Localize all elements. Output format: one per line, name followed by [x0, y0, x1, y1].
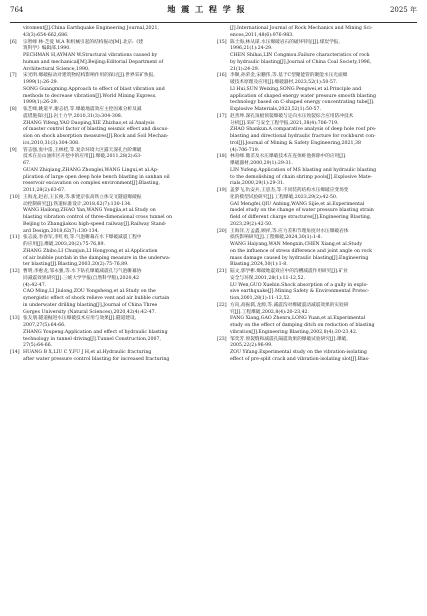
reference-line: Blasting,2024,30(1):1-8. — [230, 262, 288, 268]
reference-line: trol[J].Journal of Mining & Safety Engineering,2021,38 — [230, 140, 361, 146]
reference-text — [23, 269, 210, 289]
reference-entry — [10, 350, 210, 364]
reference-line: effect of pre-split crack and vibration-isolating slot[J].Blas- — [230, 356, 370, 362]
reference-text — [23, 208, 210, 235]
reference-line: Explosive Materials,2023,52(1):50-57. — [230, 107, 321, 112]
reference-entry — [217, 40, 417, 54]
reference-line: 安全与环保,2001,28(1):11-12,52. — [230, 275, 305, 281]
reference-text — [23, 87, 210, 107]
reference-text — [230, 269, 417, 283]
reference-text — [23, 316, 210, 330]
reference-number — [217, 350, 230, 364]
reference-line: ZHANG Yifeng,YAO Daoping,XIE Zhizhao,et al.Analysis — [23, 120, 155, 126]
reference-line: (4):42-47. — [23, 282, 47, 288]
reference-text — [230, 26, 417, 40]
reference-line: 1999(1):26-29. — [23, 100, 59, 106]
reference-line: methods to decrease vibration[J].World Mining Express, — [23, 93, 157, 99]
reference-entry — [217, 269, 417, 283]
reference-entry — [10, 26, 210, 40]
reference-line: GUAN Zhiqiang,ZHANG Zhonglei,WANG Lingui,et al.Ap- — [23, 167, 159, 173]
reference-line: tion,2001,28(1):11-12,52. — [230, 296, 291, 301]
reference-number: [11] — [10, 235, 20, 241]
reference-number — [217, 202, 230, 229]
reference-line: 陈士海,林从谋.水压爆破岩石的破坏特征[J].煤炭学报, — [230, 39, 340, 45]
reference-text — [230, 127, 417, 154]
reference-line: 张志波,李春军,李红勇,等.气泡帷幕在水下爆破减震工程中 — [23, 235, 142, 241]
reference-entry — [217, 26, 417, 40]
reference-line: 同减震效果研究[J].三峡大学学报(自然科学版),2020,42 — [23, 275, 139, 281]
reference-text — [23, 148, 210, 168]
page-number: 764 — [10, 6, 24, 14]
reference-entry — [217, 229, 417, 243]
reference-text — [230, 337, 417, 351]
reference-line: ter blasting[J].Blasting,2003,20(2):75-76,89. — [23, 262, 129, 268]
reference-text — [23, 235, 210, 249]
left-column — [10, 26, 210, 364]
reference-entry — [10, 249, 210, 269]
reference-line: 曹明,李惠龙,邹永强,等.水下钻孔爆破减震孔与气泡帷幕协 — [23, 269, 142, 274]
reference-line: by hydraulic blasting[J].Journal of China Coal Society,1996, — [230, 59, 372, 65]
reference-number — [217, 242, 230, 269]
reference-line: GAI Mengfei,QIU Anbing,WANG Sijie,et al.Experimental — [230, 201, 365, 207]
reference-text — [23, 107, 210, 121]
reference-line: 筑科学》编辑部,1990. — [23, 46, 71, 52]
reference-entry — [217, 154, 417, 168]
reference-line: of master control factor of blasting seismic effect and discus- — [23, 127, 169, 133]
reference-number — [217, 316, 230, 336]
reference-line: Gorges University (Natural Sciences),2020,42(4):42-47. — [23, 309, 157, 315]
references-columns — [10, 26, 417, 364]
reference-text — [23, 53, 210, 73]
reference-number: [14] — [10, 350, 20, 355]
journal-title: 地 震 工 程 学 报 — [167, 4, 247, 14]
reference-entry — [217, 283, 417, 303]
reference-number — [217, 26, 230, 40]
reference-text — [23, 330, 210, 350]
reference-text — [23, 121, 210, 148]
reference-line: 究[J].工程爆破,2002,8(4):20-23,42. — [230, 309, 310, 315]
reference-line: 分析[J].采矿与安全工程学报,2021,38(4):706-719. — [230, 120, 339, 126]
reference-line: of air bubble purdah in the damping measure in the underwa- — [23, 255, 171, 261]
reference-number: [6] — [10, 39, 17, 45]
reference-entry — [10, 87, 210, 107]
reference-line: 王海龙,赵岩,王长俊,等.新建京张高铁立体交叉隧道爆破振 — [23, 194, 142, 200]
reference-line: 的应用[J].爆破,2003,20(2):75-76,89. — [23, 242, 106, 247]
reference-line: technology in tunnel driving[J].Tunnel Construction,2007, — [23, 336, 161, 342]
reference-line: ences,2011,48(6):976-983. — [230, 32, 294, 38]
reference-number — [10, 53, 23, 73]
reference-entry — [10, 208, 210, 235]
reference-text — [23, 73, 210, 87]
reference-line: ard Design,2018,62(7):130-134. — [23, 228, 100, 234]
reference-line: mass damage caused by hydraulic blasting[J].Engineering — [230, 255, 369, 261]
reference-text — [23, 350, 210, 364]
reference-number — [217, 53, 230, 73]
reference-number — [10, 249, 23, 269]
reference-text — [230, 40, 417, 54]
reference-entry — [10, 107, 210, 121]
reference-number — [10, 330, 23, 350]
reference-line: 1999(1):26-29. — [23, 80, 59, 85]
reference-number: [9] — [10, 147, 17, 153]
reference-line: Architectural Science,1990. — [23, 66, 90, 72]
reference-entry — [10, 235, 210, 249]
reference-text — [23, 249, 210, 269]
reference-line: sive earthquake[J].Mining Safety & Environmental Protec- — [230, 289, 370, 295]
reference-line: 张艺峰,姚道平,谢志招,等.爆破地震效应主控因素分析及减 — [23, 107, 142, 112]
reference-line: ZOU Yifang.Experimental study on the vibration-isolating — [230, 350, 367, 355]
reference-line: vibration[J].Engineering Blasting,2002,8(4):20-23,42. — [230, 329, 358, 335]
reference-text — [23, 195, 210, 209]
reference-line: 化的模型试验研究[J].工程爆破,2023,29(2):42-50. — [230, 194, 338, 200]
reference-number: [18] — [217, 154, 227, 160]
reference-number: [8] — [10, 107, 17, 112]
reference-line: [J].International Journal of Rock Mechanics and Mining Sci- — [230, 26, 373, 31]
reference-text — [23, 40, 210, 54]
reference-entry — [217, 53, 417, 73]
reference-text — [230, 73, 417, 87]
reference-entry — [10, 148, 210, 168]
reference-line: 王海洋,万孟鑫,顾祥,等.应力差和节理角度对水压爆破岩体 — [230, 228, 349, 234]
reference-line: 陆文,郭学彬.爆破地震效应中的沟槽减震作用研究[J].矿业 — [230, 269, 348, 274]
reference-line: blasting and directional hydraulic fracture for rockburst con- — [230, 134, 376, 139]
reference-line: 管志强,张中雷,王林桂,等.复杂环境大区露天深孔台阶爆破 — [23, 147, 142, 153]
reference-line: WANG Hailong,ZHAO Yan,WANG Yongjia,et al.Study on — [23, 208, 156, 214]
reference-line: CHEN Shihai,LIN Congmou.Failure characteristics of rock — [230, 53, 370, 58]
reference-number: [21] — [217, 269, 227, 274]
reference-line: 21(1):24-29. — [230, 66, 260, 72]
reference-line: 2007,27(5):64-66. — [23, 323, 66, 328]
reference-line: 赵善坤.深孔顶板预裂爆破与定向水压致裂综合应用防冲技术 — [230, 113, 354, 119]
reference-line: 损伤影响研究[J].工程爆破,2024,30(1):1-8. — [230, 235, 323, 241]
reference-line: 方向,高振儒,龙源,等.减震沟对爆破震动减震效果的实验研 — [230, 302, 349, 308]
reference-line: CAO Ming,LI Jiulong,ZOU Yongsheng,et al.Study on the — [23, 289, 156, 295]
reference-line: 盖梦飞,仇安兵,王思杰,等.不同装药结构水压爆破应变场变 — [230, 188, 349, 193]
reference-text — [230, 350, 417, 364]
reference-line: LU Wen,GUO Xuebin.Shock absorption of a gully in explo- — [230, 282, 368, 288]
year-volume: 2025 年 — [389, 6, 417, 14]
reference-number: [23] — [217, 336, 227, 342]
reference-number — [10, 87, 23, 107]
reference-line: FANG Xiang,GAO Zhenru,LONG Yuan,et al.Experimental — [230, 316, 366, 322]
reference-text — [23, 168, 210, 195]
reference-line: 宋光明.爆破振动对建筑物结构影响作用的探讨[J].世界采矿快报, — [23, 73, 155, 79]
reference-line: 震措施探讨[J].岩土力学,2010,31(3):304-308. — [23, 113, 123, 119]
reference-number: [19] — [217, 188, 227, 193]
reference-line: 67. — [23, 161, 31, 166]
reference-line: ics,2010,31(3):304-308. — [23, 140, 80, 146]
reference-line: 张友朋.隧道掘进水压爆破技术应用与效果[J].隧道建设, — [23, 316, 137, 322]
reference-entry — [217, 127, 417, 154]
reference-line: 林育峰.微差及水压爆破技术在连体虾池拆除中的应用[J]. — [230, 154, 347, 160]
reference-line: ZHAO Shankun.A comparative analysis of deep hole roof pre- — [230, 127, 377, 133]
reference-line: PECHMAN H,AYMAN W.Structural vibrations caused by — [23, 53, 158, 58]
reference-entry — [217, 316, 417, 336]
reference-line: to the demolishing of chain shrimp pools[J].Explosive Mate- — [230, 174, 373, 180]
reference-entry — [217, 114, 417, 128]
reference-number — [10, 121, 23, 148]
reference-line: 宗智峰 林·芝爱 W,A 和机械引起的结构振动[M].北京:《建 — [23, 39, 144, 45]
reference-line: LIN Yufeng.Application of MS blasting and hydraulic blasting — [230, 167, 377, 173]
reference-number: [17] — [217, 113, 227, 119]
reference-number: [7] — [10, 73, 17, 79]
reference-text — [230, 87, 417, 114]
reference-line: viroment[J].China Earthquake Engineering Journal,2021, — [23, 26, 159, 31]
reference-entry — [10, 269, 210, 289]
right-column — [217, 26, 417, 364]
reference-number — [10, 26, 23, 40]
reference-entry — [217, 73, 417, 87]
reference-entry — [217, 188, 417, 202]
reference-entry — [217, 202, 417, 229]
reference-line: application of shaped energy water pressure smooth blasting — [230, 93, 376, 99]
reference-line: 动控制研究[J].铁道标准设计,2018,62(7):130-134. — [23, 201, 132, 207]
reference-line: 李顺,孙荣金,宋鹏伟,等.基于C型聚能管的聚能水压光面爆 — [230, 73, 348, 79]
reference-line: technology based on C-shaped energy concentrating tube[J]. — [230, 100, 375, 106]
reference-text — [230, 53, 417, 73]
reference-number — [217, 127, 230, 154]
reference-line: Beijing to Zhangjiakou high-speed railway[J].Railway Stand- — [23, 221, 167, 227]
reference-entry — [10, 121, 210, 148]
reference-line: on the influence of stress difference and joint angle on rock — [230, 248, 372, 254]
reference-entry — [10, 195, 210, 209]
reference-entry — [217, 87, 417, 114]
reference-entry — [10, 40, 210, 54]
reference-line: 邹奕芳.预裂缝和减震孔隔震效果的爆破试验研究[J].爆破, — [230, 336, 348, 342]
reference-text — [230, 154, 417, 168]
reference-number: [13] — [10, 316, 20, 322]
reference-entry — [10, 168, 210, 195]
reference-line: field of different charge structures[J].Engineering Blasting, — [230, 215, 372, 220]
reference-line: 2011,28(2):63-67. — [23, 188, 66, 193]
reference-entry — [10, 73, 210, 87]
reference-number: [10] — [10, 194, 20, 200]
reference-text — [23, 26, 210, 40]
reference-entry — [217, 303, 417, 317]
reference-text — [230, 114, 417, 128]
reference-number: [22] — [217, 302, 227, 308]
reference-entry — [10, 330, 210, 350]
reference-line: SONG Guangming.Approach to effect of blast vibration and — [23, 86, 165, 92]
reference-line: 2005,22(2):96-99. — [230, 343, 273, 349]
reference-line: ZHANG Zhibo,LI Chunjun,LI Hongyong,et al.Application — [23, 248, 158, 254]
reference-line: study on the effect of damping ditch on reduction of blasting — [230, 323, 375, 328]
reference-number: [20] — [217, 228, 227, 234]
reference-line: 2023,29(2):42-50. — [230, 221, 273, 227]
reference-entry — [217, 337, 417, 351]
reference-line: in underwater drilling blasting[J].Journal of China Three — [23, 302, 158, 308]
reference-line: HUANG B X,LIU C Y,FU J H,et al.Hydraulic fracturing — [23, 350, 152, 355]
reference-number — [217, 168, 230, 188]
reference-line: LI Hui,SUN Weixing,SONG Pengwei,et al.Principle and — [230, 86, 362, 92]
reference-line: model study on the change of water pressure blasting strain — [230, 208, 374, 214]
reference-line: reservoir excavation on complex environment[J].Blasting, — [23, 181, 160, 187]
reference-entry — [217, 350, 417, 364]
reference-line: rials,2000,29(1):29-31. — [230, 181, 285, 187]
reference-line: human and mechanical[M].Beijing:Editorial Department of — [23, 59, 164, 65]
reference-number — [217, 283, 230, 303]
reference-text — [230, 229, 417, 243]
reference-text — [230, 316, 417, 336]
reference-line: 43(3):654-662,686. — [23, 32, 69, 38]
reference-line: 爆破器材,2000,29(1):29-31. — [230, 161, 293, 166]
reference-entry — [217, 242, 417, 269]
reference-number — [10, 168, 23, 195]
reference-line: 破技术原理及应用[J].爆破器材,2023,52(1):50-57. — [230, 80, 338, 85]
reference-text — [230, 283, 417, 303]
reference-line: blasting vibration control of three-dimensional cross tunnel on — [23, 215, 173, 220]
reference-text — [230, 202, 417, 229]
reference-entry — [10, 289, 210, 316]
reference-entry — [10, 316, 210, 330]
reference-entry — [217, 168, 417, 188]
reference-text — [230, 188, 417, 202]
reference-text — [230, 242, 417, 269]
reference-line: WANG Haiyang,WAN Mengxin,CHEN Xiang,et al.Study — [230, 242, 362, 247]
reference-line: synergistic effect of shock relieve vent and air bubble curtain — [23, 296, 170, 301]
reference-text — [230, 303, 417, 317]
reference-text — [23, 289, 210, 316]
reference-line: ZHANG Youpeng.Application and effect of hydraulic blasting — [23, 329, 168, 335]
reference-text — [230, 168, 417, 188]
reference-number: [12] — [10, 269, 20, 274]
reference-entry — [10, 53, 210, 73]
reference-line: 1996,21(1):24-29. — [230, 46, 273, 52]
reference-number: [15] — [217, 39, 227, 45]
reference-line: (4):706-719. — [230, 147, 260, 153]
page-header — [10, 4, 417, 23]
reference-number: [16] — [217, 73, 227, 79]
reference-line: after water pressure control blasting for increased fracturing — [23, 356, 170, 362]
reference-number — [10, 208, 23, 235]
reference-line: sion on shock absorption measures[J].Rock and Soil Mechan- — [23, 134, 169, 139]
reference-line: 27(5):64-66. — [23, 343, 53, 349]
reference-line: plication of large open deep hole bench blasting in sanhan oil — [23, 174, 170, 180]
reference-line: 技术在岳山油库区开挖中的应用[J].爆破,2011,28(2):63- — [23, 154, 142, 160]
reference-number — [217, 87, 230, 114]
reference-number — [10, 289, 23, 316]
